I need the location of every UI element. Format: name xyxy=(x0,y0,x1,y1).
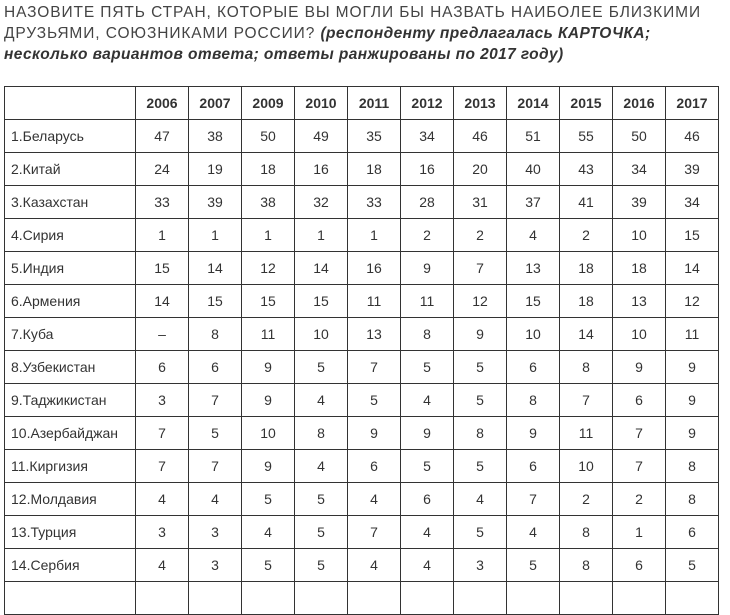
value-cell: 8 xyxy=(295,417,348,450)
value-cell: 5 xyxy=(295,549,348,582)
value-cell: 12 xyxy=(666,285,719,318)
value-cell: 9 xyxy=(401,417,454,450)
value-cell: 28 xyxy=(401,186,454,219)
value-cell: 9 xyxy=(242,450,295,483)
value-cell: 4 xyxy=(348,549,401,582)
value-cell: 2 xyxy=(613,483,666,516)
value-cell: 33 xyxy=(136,186,189,219)
value-cell: 39 xyxy=(613,186,666,219)
value-cell: 8 xyxy=(560,351,613,384)
value-cell: 8 xyxy=(666,483,719,516)
value-cell: 1 xyxy=(295,219,348,252)
value-cell: 4 xyxy=(295,384,348,417)
value-cell: 14 xyxy=(666,252,719,285)
value-cell: 4 xyxy=(295,450,348,483)
value-cell: 13 xyxy=(613,285,666,318)
value-cell: 8 xyxy=(401,318,454,351)
value-cell: 10 xyxy=(613,318,666,351)
value-cell: 18 xyxy=(613,252,666,285)
value-cell: 15 xyxy=(136,252,189,285)
value-cell: 9 xyxy=(348,417,401,450)
value-cell: 10 xyxy=(295,318,348,351)
header-cell-year: 2014 xyxy=(507,87,560,120)
table-row xyxy=(5,252,719,285)
value-cell: 6 xyxy=(613,549,666,582)
value-cell xyxy=(507,582,560,615)
value-cell: 14 xyxy=(560,318,613,351)
table-row xyxy=(5,285,719,318)
value-cell: 9 xyxy=(666,384,719,417)
value-cell: 11 xyxy=(242,318,295,351)
header-cell-year: 2017 xyxy=(666,87,719,120)
value-cell: 4 xyxy=(401,549,454,582)
value-cell: 15 xyxy=(507,285,560,318)
table-row xyxy=(5,549,719,582)
value-cell: 4 xyxy=(348,483,401,516)
value-cell: 5 xyxy=(295,351,348,384)
value-cell xyxy=(666,582,719,615)
value-cell: 34 xyxy=(666,186,719,219)
value-cell: 4 xyxy=(242,516,295,549)
header-cell-year: 2010 xyxy=(295,87,348,120)
value-cell xyxy=(189,582,242,615)
value-cell: 7 xyxy=(136,417,189,450)
value-cell: 5 xyxy=(454,516,507,549)
value-cell: 4 xyxy=(507,219,560,252)
value-cell: 4 xyxy=(507,516,560,549)
value-cell: 5 xyxy=(189,417,242,450)
country-cell: 1.Беларусь xyxy=(5,120,136,153)
survey-question xyxy=(4,2,726,65)
value-cell xyxy=(295,582,348,615)
country-cell: 12.Молдавия xyxy=(5,483,136,516)
value-cell: 9 xyxy=(666,351,719,384)
table-row xyxy=(5,120,719,153)
country-cell: 14.Сербия xyxy=(5,549,136,582)
value-cell xyxy=(242,582,295,615)
country-cell: 3.Казахстан xyxy=(5,186,136,219)
value-cell: 6 xyxy=(507,351,560,384)
country-cell: 11.Киргизия xyxy=(5,450,136,483)
country-cell: 10.Азербайджан xyxy=(5,417,136,450)
value-cell: 9 xyxy=(454,318,507,351)
value-cell: 18 xyxy=(242,153,295,186)
value-cell: 8 xyxy=(560,516,613,549)
country-cell: 7.Куба xyxy=(5,318,136,351)
header-cell-year: 2009 xyxy=(242,87,295,120)
value-cell xyxy=(613,582,666,615)
table-row xyxy=(5,516,719,549)
value-cell: 35 xyxy=(348,120,401,153)
results-table xyxy=(4,86,719,615)
value-cell: 13 xyxy=(507,252,560,285)
value-cell: 5 xyxy=(348,384,401,417)
value-cell: 5 xyxy=(242,483,295,516)
value-cell: 9 xyxy=(242,351,295,384)
value-cell: 24 xyxy=(136,153,189,186)
value-cell: 1 xyxy=(242,219,295,252)
value-cell: 10 xyxy=(613,219,666,252)
value-cell: 39 xyxy=(189,186,242,219)
value-cell: 15 xyxy=(242,285,295,318)
value-cell: 8 xyxy=(560,549,613,582)
country-cell: 6.Армения xyxy=(5,285,136,318)
value-cell: 33 xyxy=(348,186,401,219)
value-cell: 5 xyxy=(295,516,348,549)
value-cell: 15 xyxy=(666,219,719,252)
value-cell: 46 xyxy=(666,120,719,153)
value-cell: 3 xyxy=(189,516,242,549)
value-cell: 7 xyxy=(507,483,560,516)
value-cell: 6 xyxy=(401,483,454,516)
header-row xyxy=(5,87,719,120)
value-cell: 11 xyxy=(666,318,719,351)
value-cell: 5 xyxy=(507,549,560,582)
value-cell: – xyxy=(136,318,189,351)
value-cell: 2 xyxy=(560,483,613,516)
header-cell-country xyxy=(5,87,136,120)
value-cell: 14 xyxy=(295,252,348,285)
value-cell: 6 xyxy=(189,351,242,384)
value-cell: 10 xyxy=(242,417,295,450)
value-cell: 7 xyxy=(189,384,242,417)
value-cell: 6 xyxy=(613,384,666,417)
value-cell xyxy=(348,582,401,615)
value-cell: 3 xyxy=(136,384,189,417)
country-cell: 4.Сирия xyxy=(5,219,136,252)
value-cell: 5 xyxy=(401,351,454,384)
value-cell: 1 xyxy=(613,516,666,549)
value-cell: 4 xyxy=(189,483,242,516)
header-cell-year: 2011 xyxy=(348,87,401,120)
value-cell: 34 xyxy=(613,153,666,186)
value-cell xyxy=(401,582,454,615)
value-cell: 7 xyxy=(454,252,507,285)
country-cell: 9.Таджикистан xyxy=(5,384,136,417)
value-cell: 31 xyxy=(454,186,507,219)
value-cell: 9 xyxy=(242,384,295,417)
value-cell: 5 xyxy=(454,384,507,417)
value-cell: 38 xyxy=(242,186,295,219)
table-row xyxy=(5,582,719,615)
value-cell: 34 xyxy=(401,120,454,153)
value-cell: 5 xyxy=(295,483,348,516)
value-cell: 4 xyxy=(454,483,507,516)
value-cell: 7 xyxy=(613,417,666,450)
value-cell: 51 xyxy=(507,120,560,153)
value-cell: 4 xyxy=(136,549,189,582)
value-cell: 11 xyxy=(560,417,613,450)
country-cell: 2.Китай xyxy=(5,153,136,186)
value-cell: 7 xyxy=(136,450,189,483)
value-cell: 2 xyxy=(401,219,454,252)
value-cell: 1 xyxy=(189,219,242,252)
value-cell xyxy=(560,582,613,615)
table-row xyxy=(5,417,719,450)
value-cell: 8 xyxy=(507,384,560,417)
country-cell: 8.Узбекистан xyxy=(5,351,136,384)
value-cell: 16 xyxy=(295,153,348,186)
value-cell: 46 xyxy=(454,120,507,153)
value-cell: 13 xyxy=(348,318,401,351)
value-cell: 41 xyxy=(560,186,613,219)
value-cell: 8 xyxy=(189,318,242,351)
table-row xyxy=(5,318,719,351)
value-cell: 2 xyxy=(454,219,507,252)
value-cell: 8 xyxy=(454,417,507,450)
value-cell: 18 xyxy=(560,252,613,285)
question-text: НАЗОВИТЕ ПЯТЬ СТРАН, КОТОРЫЕ ВЫ МОГЛИ БЫ НАЗВАТЬ НАИБОЛЕЕ БЛИЗКИМИ ДРУЗЬЯМИ, СОЮЗНИКАМИ РОССИИ? xyxy=(4,4,701,42)
value-cell: 7 xyxy=(189,450,242,483)
value-cell: 4 xyxy=(136,483,189,516)
value-cell: 5 xyxy=(401,450,454,483)
value-cell: 9 xyxy=(666,417,719,450)
value-cell: 7 xyxy=(613,450,666,483)
question-note: (респонденту предлагалась КАРТОЧКА; несколько вариантов ответа; ответы ранжированы по 2017 году) xyxy=(4,25,651,63)
value-cell: 5 xyxy=(666,549,719,582)
value-cell: 5 xyxy=(454,450,507,483)
header-cell-year: 2012 xyxy=(401,87,454,120)
value-cell: 15 xyxy=(295,285,348,318)
table-row xyxy=(5,384,719,417)
country-cell: 13.Турция xyxy=(5,516,136,549)
header-cell-year: 2006 xyxy=(136,87,189,120)
value-cell: 10 xyxy=(507,318,560,351)
value-cell: 11 xyxy=(401,285,454,318)
value-cell: 6 xyxy=(666,516,719,549)
table-row xyxy=(5,186,719,219)
value-cell: 18 xyxy=(348,153,401,186)
value-cell: 1 xyxy=(136,219,189,252)
value-cell: 1 xyxy=(348,219,401,252)
header-cell-year: 2007 xyxy=(189,87,242,120)
value-cell: 16 xyxy=(348,252,401,285)
value-cell: 3 xyxy=(136,516,189,549)
value-cell: 18 xyxy=(560,285,613,318)
value-cell: 9 xyxy=(613,351,666,384)
value-cell: 12 xyxy=(454,285,507,318)
table-row xyxy=(5,219,719,252)
value-cell: 19 xyxy=(189,153,242,186)
table-row xyxy=(5,351,719,384)
value-cell: 49 xyxy=(295,120,348,153)
header-cell-year: 2013 xyxy=(454,87,507,120)
value-cell: 4 xyxy=(401,384,454,417)
country-cell: 5.Индия xyxy=(5,252,136,285)
table-body xyxy=(5,120,719,615)
value-cell: 40 xyxy=(507,153,560,186)
value-cell xyxy=(454,582,507,615)
value-cell: 9 xyxy=(401,252,454,285)
value-cell: 39 xyxy=(666,153,719,186)
value-cell: 38 xyxy=(189,120,242,153)
header-cell-year: 2015 xyxy=(560,87,613,120)
value-cell: 55 xyxy=(560,120,613,153)
value-cell: 20 xyxy=(454,153,507,186)
value-cell: 14 xyxy=(189,252,242,285)
table-row xyxy=(5,153,719,186)
value-cell: 11 xyxy=(348,285,401,318)
value-cell: 6 xyxy=(507,450,560,483)
value-cell: 5 xyxy=(454,351,507,384)
value-cell: 50 xyxy=(242,120,295,153)
table-row xyxy=(5,483,719,516)
value-cell: 50 xyxy=(613,120,666,153)
value-cell xyxy=(136,582,189,615)
value-cell: 10 xyxy=(560,450,613,483)
value-cell: 3 xyxy=(189,549,242,582)
value-cell: 14 xyxy=(136,285,189,318)
value-cell: 32 xyxy=(295,186,348,219)
value-cell: 6 xyxy=(348,450,401,483)
value-cell: 7 xyxy=(348,516,401,549)
value-cell: 12 xyxy=(242,252,295,285)
value-cell: 5 xyxy=(242,549,295,582)
value-cell: 37 xyxy=(507,186,560,219)
value-cell: 8 xyxy=(666,450,719,483)
country-cell xyxy=(5,582,136,615)
header-cell-year: 2016 xyxy=(613,87,666,120)
value-cell: 3 xyxy=(454,549,507,582)
table-row xyxy=(5,450,719,483)
value-cell: 2 xyxy=(560,219,613,252)
value-cell: 47 xyxy=(136,120,189,153)
value-cell: 16 xyxy=(401,153,454,186)
value-cell: 6 xyxy=(136,351,189,384)
value-cell: 7 xyxy=(560,384,613,417)
value-cell: 4 xyxy=(401,516,454,549)
value-cell: 9 xyxy=(507,417,560,450)
value-cell: 15 xyxy=(189,285,242,318)
value-cell: 43 xyxy=(560,153,613,186)
value-cell: 7 xyxy=(348,351,401,384)
